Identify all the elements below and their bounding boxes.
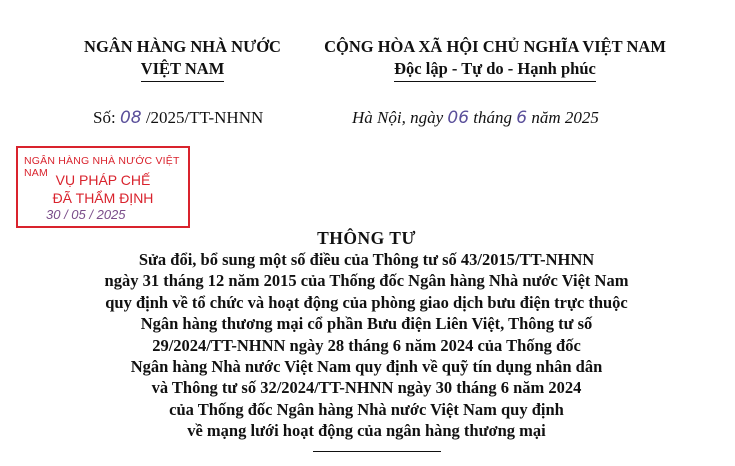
document-title-block	[40, 228, 693, 442]
place-date	[352, 108, 599, 128]
national-title: CỘNG HÒA XÃ HỘI CHỦ NGHĨA VIỆT NAM	[324, 37, 666, 56]
subject-line: ngày 31 tháng 12 năm 2015 của Thống đốc Ngân hàng Nhà nước Việt Nam	[104, 271, 629, 291]
issuer-header	[55, 36, 310, 82]
issuer-name-line1: NGÂN HÀNG NHÀ NƯỚC	[84, 37, 281, 56]
number-prefix: Số:	[93, 108, 120, 127]
stamp-department: VỤ PHÁP CHẾ	[55, 172, 151, 188]
place-label: Hà Nội, ngày	[352, 108, 448, 127]
title-divider	[313, 451, 441, 452]
stamp-agency: NGÂN HÀNG NHÀ NƯỚC VIỆT NAM	[24, 155, 180, 179]
subject-line: quy định về tổ chức và hoạt động của phòng giao dịch bưu điện trực thuộc	[105, 292, 628, 312]
issuer-name-line2: VIỆT NAM	[141, 58, 225, 82]
date-month: 6	[516, 108, 528, 128]
subject-line: 29/2024/TT-NHNN ngày 28 tháng 6 năm 2024 của Thống đốc	[152, 335, 581, 355]
subject-line: Ngân hàng Nhà nước Việt Nam quy định về quỹ tín dụng nhân dân	[130, 357, 603, 377]
national-motto: Độc lập - Tự do - Hạnh phúc	[394, 58, 596, 82]
subject-line: Sửa đổi, bổ sung một số điều của Thông tư số 43/2015/TT-NHNN	[138, 250, 595, 269]
stamp-date: 30 / 05 / 2025	[46, 207, 126, 222]
document-type: THÔNG TƯ	[317, 228, 416, 248]
stamp-status: ĐÃ THẨM ĐỊNH	[52, 190, 154, 206]
national-header	[300, 36, 690, 82]
document-number	[93, 108, 263, 128]
number-suffix: /2025/TT-NHNN	[141, 108, 264, 127]
date-day: 06	[447, 108, 470, 128]
subject-line: Ngân hàng thương mại cổ phần Bưu điện Liên Việt, Thông tư số	[140, 314, 593, 334]
month-label: tháng	[469, 108, 517, 127]
year-label: năm 2025	[527, 108, 599, 127]
approval-stamp	[16, 146, 190, 228]
number-handwritten: 08	[119, 108, 142, 128]
subject-line: về mạng lưới hoạt động của ngân hàng thương mại	[187, 421, 546, 441]
subject-line: và Thông tư số 32/2024/TT-NHNN ngày 30 tháng 6 năm 2024	[151, 378, 582, 398]
subject-line: của Thống đốc Ngân hàng Nhà nước Việt Nam quy định	[169, 399, 564, 419]
